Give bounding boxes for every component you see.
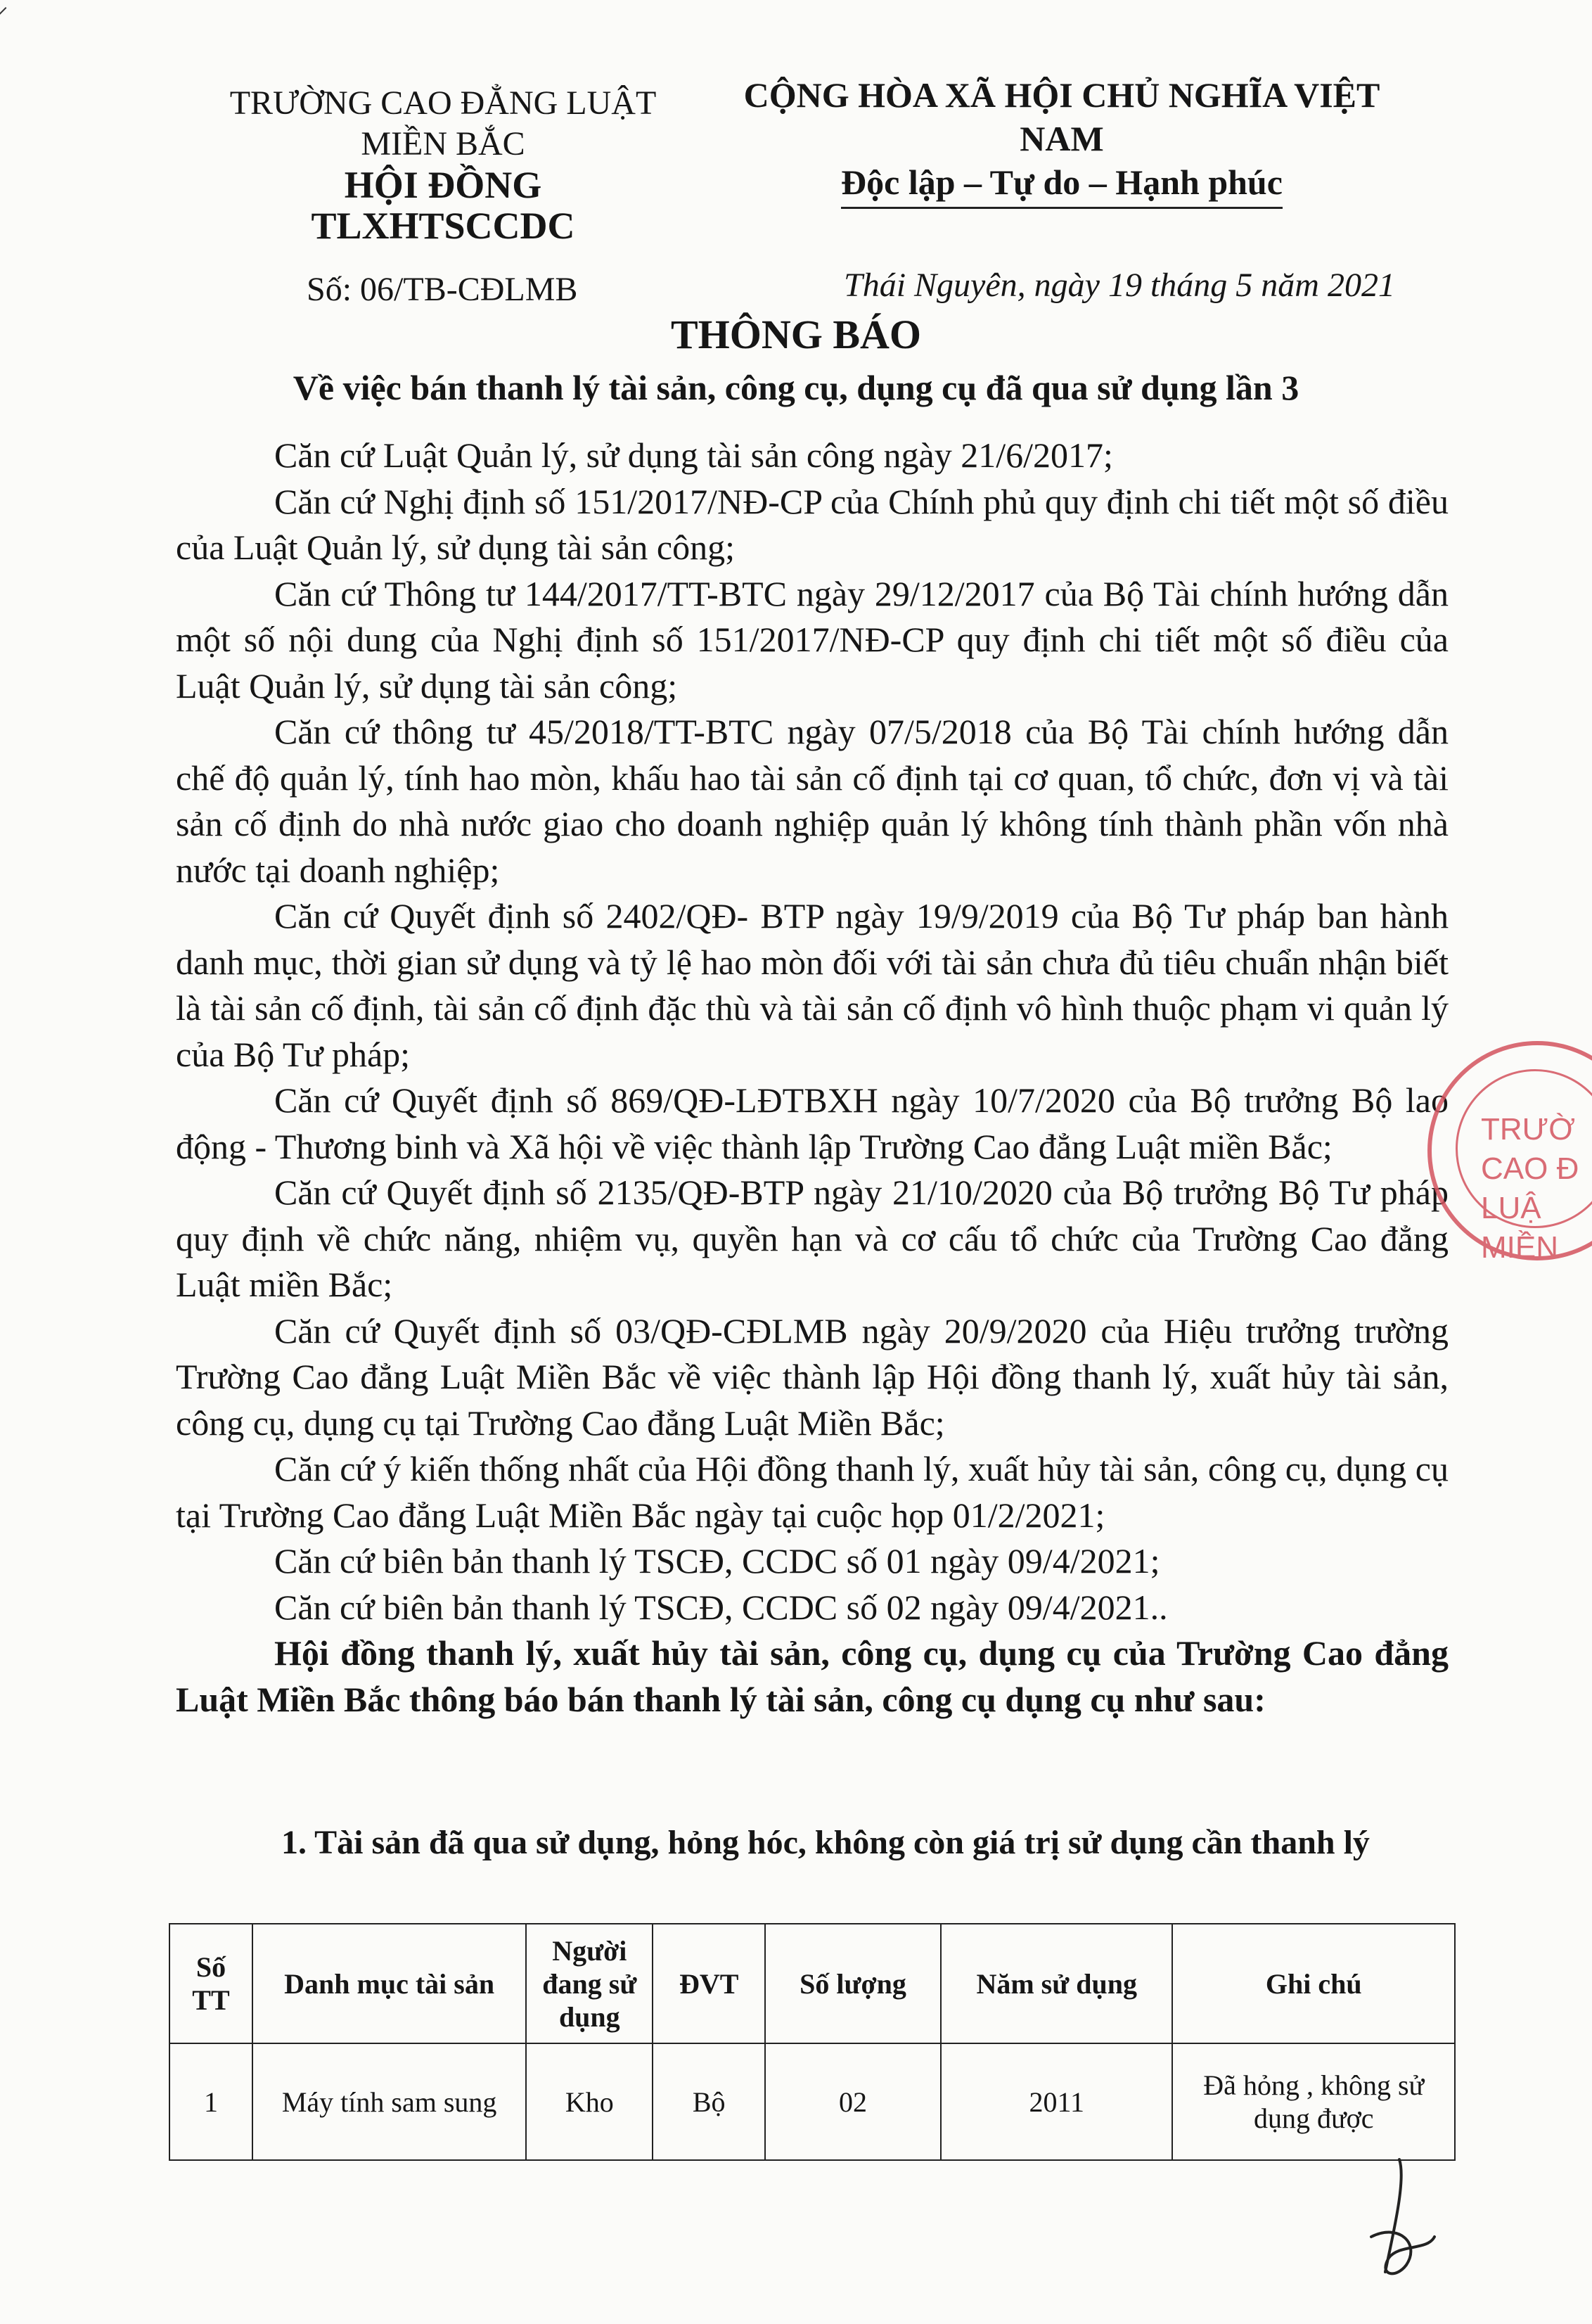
legal-basis-5: Căn cứ Quyết định số 2402/QĐ- BTP ngày 19/9/2019 của Bộ Tư pháp ban hành danh mục, thời gian sử dụng và tỷ lệ hao mòn đối với tài sản chưa đủ tiêu chuẩn nhận biết là tài sản cố định, tài sản cố định đặc thù và tài sản cố định vô hình thuộc phạm vi quản lý của Bộ Tư pháp;: [176, 896, 1449, 1074]
stamp-line-3: LUẬ: [1481, 1191, 1541, 1225]
announcement-paragraph: Hội đồng thanh lý, xuất hủy tài sản, công cụ, dụng cụ của Trường Cao đẳng Luật Miền Bắc thông báo bán thanh lý tài sản, công cụ dụng cụ như sau:: [176, 1633, 1449, 1719]
nation-motto: Độc lập – Tự do – Hạnh phúc: [841, 160, 1283, 209]
table-header-row: [169, 1924, 1455, 2043]
col-header-year: Năm sử dụng: [941, 1924, 1173, 2043]
col-header-user: Người đang sử dụng: [526, 1924, 653, 2043]
official-stamp: [1427, 1041, 1592, 1265]
legal-basis-7: Căn cứ Quyết định số 2135/QĐ-BTP ngày 21/10/2020 của Bộ trưởng Bộ Tư pháp quy định về chức năng, nhiệm vụ, quyền hạn và cơ cấu tổ chức của Trường Cao đẳng Luật miền Bắc;: [176, 1173, 1449, 1304]
asset-table: [169, 1923, 1456, 2161]
col-header-note: Ghi chú: [1172, 1924, 1455, 2043]
legal-basis-10: Căn cứ biên bản thanh lý TSCĐ, CCDC số 01 ngày 09/4/2021;: [274, 1541, 1160, 1581]
cell-year: 2011: [941, 2043, 1173, 2160]
col-header-stt: Số TT: [169, 1924, 252, 2043]
stamp-line-2: CAO Đ: [1481, 1151, 1579, 1186]
legal-basis-9: Căn cứ ý kiến thống nhất của Hội đồng thanh lý, xuất hủy tài sản, công cụ, dụng cụ tại Trường Cao đẳng Luật Miền Bắc ngày tại cuộc họp 01/2/2021;: [176, 1449, 1449, 1535]
stamp-text: [1481, 1110, 1579, 1268]
stamp-line-4: MIỀN: [1481, 1230, 1558, 1265]
legal-basis-2: Căn cứ Nghị định số 151/2017/NĐ-CP của Chính phủ quy định chi tiết một số điều của Luật Quản lý, sử dụng tài sản công;: [176, 481, 1449, 567]
cell-quantity: 02: [765, 2043, 941, 2160]
scan-mark: [0, 7, 6, 88]
legal-basis-6: Căn cứ Quyết định số 869/QĐ-LĐTBXH ngày 10/7/2020 của Bộ trưởng Bộ lao động - Thương binh và Xã hội về việc thành lập Trường Cao đẳng Luật miền Bắc;: [176, 1080, 1449, 1166]
section-heading-1: 1. Tài sản đã qua sử dụng, hỏng hóc, không còn giá trị sử dụng cần thanh lý: [281, 1824, 1370, 1861]
org-line-3: HỘI ĐỒNG TLXHTSCCDC: [311, 164, 575, 247]
document-title: THÔNG BÁO: [670, 312, 922, 357]
legal-basis-4: Căn cứ thông tư 45/2018/TT-BTC ngày 07/5/2018 của Bộ Tài chính hướng dẫn chế độ quản lý, tính hao mòn, khấu hao tài sản cố định tại cơ quan, tổ chức, đơn vị và tài sản cố định do nhà nước giao cho doanh nghiệp quản lý không tính thành phần vốn nhà nước tại doanh nghiệp;: [176, 712, 1449, 890]
national-header: [710, 73, 1413, 209]
legal-basis-1: Căn cứ Luật Quản lý, sử dụng tài sản công ngày 21/6/2017;: [274, 435, 1113, 475]
col-header-unit: ĐVT: [653, 1924, 765, 2043]
stamp-line-1: TRƯỜ: [1481, 1112, 1575, 1147]
place-date: Thái Nguyên, ngày 19 tháng 5 năm 2021: [844, 267, 1395, 304]
org-line-2: MIỀN BẮC: [361, 125, 525, 162]
legal-basis-8: Căn cứ Quyết định số 03/QĐ-CĐLMB ngày 20/9/2020 của Hiệu trưởng trường Trường Cao đẳng Luật Miền Bắc về việc thành lập Hội đồng thanh lý, xuất hủy tài sản, công cụ, dụng cụ tại Trường Cao đẳng Luật Miền Bắc;: [176, 1310, 1449, 1443]
cell-asset: Máy tính sam sung: [252, 2043, 526, 2160]
legal-basis-3: Căn cứ Thông tư 144/2017/TT-BTC ngày 29/12/2017 của Bộ Tài chính hướng dẫn một số nội dung của Nghị định số 151/2017/NĐ-CP quy định chi tiết một số điều của Luật Quản lý, sử dụng tài sản công;: [176, 573, 1449, 706]
legal-basis-11: Căn cứ biên bản thanh lý TSCĐ, CCDC số 02 ngày 09/4/2021..: [274, 1587, 1168, 1627]
organization-header: [211, 83, 675, 246]
document-subtitle: Về việc bán thanh lý tài sản, công cụ, dụng cụ đã qua sử dụng lần 3: [293, 368, 1299, 407]
org-line-1: TRƯỜNG CAO ĐẲNG LUẬT: [229, 84, 657, 122]
document-body: [176, 433, 1449, 1723]
initials-signature: [1357, 2152, 1442, 2293]
cell-stt: 1: [169, 2043, 252, 2160]
col-header-asset: Danh mục tài sản: [252, 1924, 526, 2043]
cell-unit: Bộ: [653, 2043, 765, 2160]
cell-note: Đã hỏng , không sử dụng được: [1172, 2043, 1455, 2160]
table-row: [169, 2043, 1455, 2160]
document-number: Số: 06/TB-CĐLMB: [307, 271, 578, 308]
col-header-quantity: Số lượng: [765, 1924, 941, 2043]
cell-user: Kho: [526, 2043, 653, 2160]
nation-title: CỘNG HÒA XÃ HỘI CHỦ NGHĨA VIỆT NAM: [743, 75, 1380, 158]
